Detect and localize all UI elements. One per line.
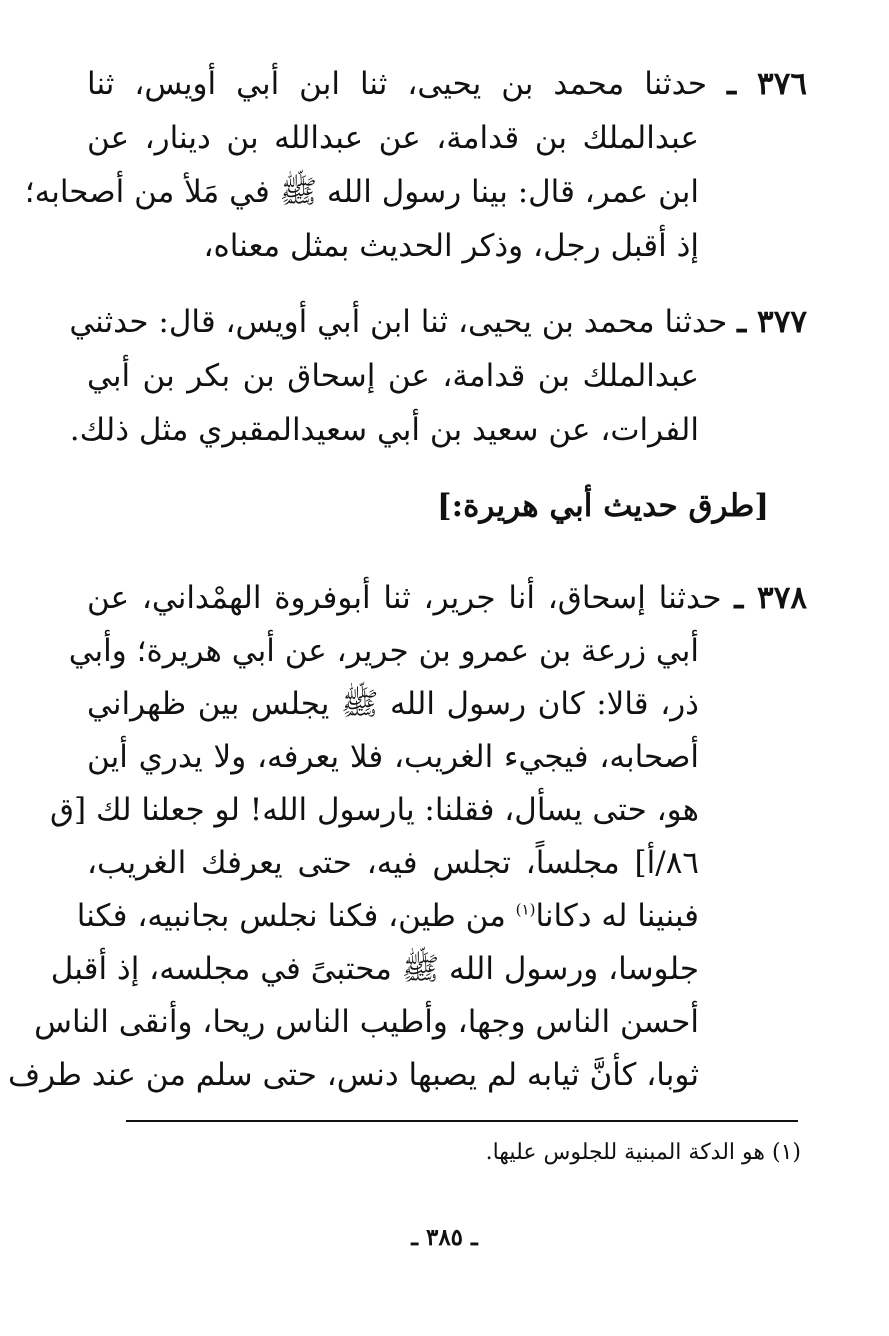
hadith-text-line: جلوسا، ورسول الله ﷺ محتبىً في مجلسه، إذ أقبل — [50, 951, 699, 987]
hadith-text-line: عبدالملك بن قدامة، عن عبدالله بن دينار، عن — [87, 120, 699, 156]
hadith-text-segment: من طين، فكنا نجلس بجانبيه، فكنا — [76, 898, 506, 934]
hadith-number: ٣٧٨ ـ — [734, 580, 807, 616]
footnote: (١) هو الدكة المبنية للجلوس عليها. — [485, 1140, 801, 1165]
hadith-text-line: الفرات، عن سعيد بن أبي سعيدالمقبري مثل ذلك. — [69, 412, 699, 448]
hadith-text-line: عبدالملك بن قدامة، عن إسحاق بن بكر بن أبي — [87, 358, 699, 394]
hadith-378-line-1 — [87, 572, 807, 624]
hadith-376-line-1 — [87, 58, 807, 110]
hadith-number: ٣٧٦ ـ — [727, 66, 807, 102]
hadith-text-line: ذر، قالا: كان رسول الله ﷺ يجلس بين ظهراني — [87, 686, 699, 722]
hadith-text-segment: فبنينا له دكانا — [535, 898, 699, 934]
hadith-378-line-7 — [76, 890, 699, 942]
hadith-text-line: أصحابه، فيجيء الغريب، فلا يعرفه، ولا يدري أين — [87, 739, 699, 775]
hadith-377-line-1 — [69, 296, 807, 348]
hadith-text-line: إذ أقبل رجل، وذكر الحديث بمثل معناه، — [203, 228, 699, 264]
footnote-separator — [126, 1120, 798, 1122]
footnote-reference: (١) — [515, 900, 536, 919]
section-heading: [طرق حديث أبي هريرة:] — [437, 488, 769, 524]
hadith-text-line: ثوبا، كأنَّ ثيابه لم يصبها دنس، حتى سلم من عند طرف — [7, 1057, 699, 1093]
hadith-text-line: أحسن الناس وجها، وأطيب الناس ريحا، وأنقى الناس — [34, 1004, 699, 1040]
hadith-text-line: ابن عمر، قال: بينا رسول الله ﷺ في مَلأ من أصحابه؛ — [24, 174, 699, 210]
hadith-text-line: أبي زرعة بن عمرو بن جرير، عن أبي هريرة؛ وأبي — [68, 633, 699, 669]
hadith-text-line: حدثنا محمد بن يحيى، ثنا ابن أبي أويس، ثنا — [87, 66, 708, 102]
page-number: ـ ٣٨٥ ـ — [411, 1224, 478, 1251]
hadith-text-line: هو، حتى يسأل، فقلنا: يارسول الله! لو جعلنا لك [ق — [50, 792, 699, 828]
hadith-text-line: حدثنا محمد بن يحيى، ثنا ابن أبي أويس، قال: حدثني — [69, 304, 728, 340]
hadith-number: ٣٧٧ ـ — [737, 304, 807, 340]
hadith-text-line: ٨٦/أ] مجلساً، تجلس فيه، حتى يعرفك الغريب، — [87, 845, 699, 881]
hadith-text-line: حدثنا إسحاق، أنا جرير، ثنا أبوفروة الهمْداني، عن — [87, 580, 722, 616]
